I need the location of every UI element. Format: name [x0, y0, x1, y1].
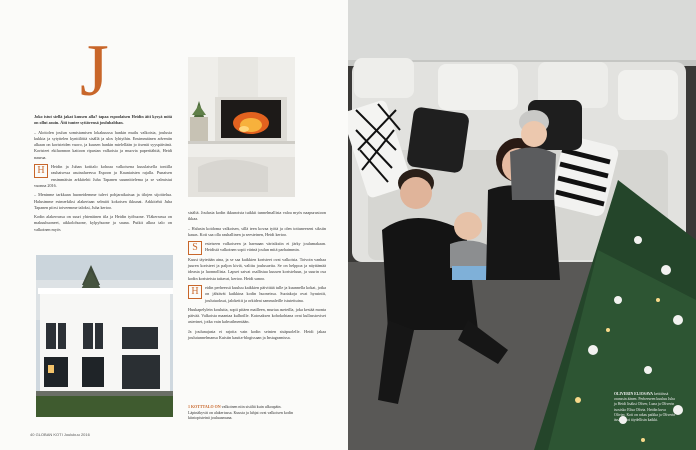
fireplace-illustration — [188, 57, 295, 197]
paragraph: – Halusin koidoma valkoisen, sillä teen kovaa työtä ja olen tottuneeseni siksiin kauas. Koti saa olla rauhallinen ja seesteinen, Heidi kertoo. — [188, 225, 326, 237]
paragraph: Kodin alakerrassa on suuri yhtenäinen tila ja Heidin työhuone. Yläkerrassa on makuuhuoneet, aikkolohuone, kylpyhuone ja sauna. Putkit alkoa talo on valkoinen myös — [34, 214, 172, 232]
photo-caption-right — [614, 392, 678, 423]
dropcap-letter: J — [80, 30, 109, 112]
paragraph: – Meninme tarkkaan huoneidemme tulevi pohjaratkaisua ja tilojen sijoittelua. Halusimme esimerkiksi alakertaan selmiöi kokoisen ikkunat. Arkkitehti Juha Tapanen piirsi toiveemme taloksi, Juha kertoo. — [34, 192, 172, 210]
article-lead: Joko istut siellä jakat kuusen alla? tapaa espoolaisen Heidin äiti kysyä mitä on ollut asuin. Äiti tuntee sytiävensä joulubabban. — [34, 114, 172, 126]
paragraph: S esteiseen valkoiseen ja harmaan värisiksiin ei järky joulumakaan. Heidistä valkoinen sopii värinä joulun mitä parhaimmin. — [188, 241, 326, 254]
page-number: 40 — [30, 432, 35, 437]
text-column-2 — [188, 210, 326, 344]
initial-s: S — [188, 241, 202, 255]
issue-date: Joulukuu 2016 — [63, 432, 90, 437]
magazine-name: GLOBAN KOTI — [35, 432, 63, 437]
caption-label: OLIVERIN ELIOSAVA — [614, 392, 654, 396]
paragraph: Huukapelylein koulutta, sopii pitäen mailleen, murtaa aseteilla, joka kestää monta päivää. Valkoista maantaa kulhoille. Katosaksen kohokohtana ovat kullasstoviset asterinet, jotka vain kahvailmentään. — [188, 306, 326, 325]
magazine-right-page — [348, 0, 696, 450]
text-column-1 — [34, 114, 172, 236]
caption-text: valkoinen niin sisältä kuin ulkoapäin. Läpinäkyvät on alakertassa. Kuusta ja lahjat ovat valkoisen kodin kiintopisteinä jouluaamuna. — [188, 404, 293, 421]
initial-h2: H — [188, 285, 202, 299]
house-illustration — [36, 255, 173, 417]
paragraph: H eidin perheessä kuuluu kaikkien päivittää tulle ja kuunnella kokat, jotka on jähtävät kaikkina kodin huoneissa. Suotakoja ovat hyasintit, joulutuoksut, jalokettit ja orkideat sammaleille istutettuina. — [188, 285, 326, 304]
fireplace-photo — [188, 57, 295, 197]
paragraph: H Heidin ja Juhan kotitalo kohoaa valkoisena kuuslaisella tontilla rauhaisessa asuinalueessa Espoon ja Kauniaisten rajalla. Punaisen ensimmäisin arkkitehti Juha Tapanen suunnittelema ja se valmistui vuonna 2016. — [34, 164, 172, 188]
photo-caption — [188, 404, 298, 421]
caption-label: KOTTTALO ON — [191, 404, 221, 409]
caption-number: 1 — [188, 404, 190, 409]
paragraph: Ja joulunajasta ei rajoita vain kodin seinien sisäpuolelle. Heidi jakaa joulutunnelmansa Kuistin kautta-blogissaan ja Instagramissa. — [188, 328, 326, 341]
house-exterior-photo — [36, 255, 173, 417]
paragraph: sisältä. Joulusia kodin ikkunoista tuikkii tunnelmallista valoa myös naapurustoon ikkaa. — [188, 210, 326, 222]
family-photo — [348, 0, 696, 450]
caption-text: keittiössä oranssin äänen. Perheeseen kuuluu Juha ja Heidi lisäksi Oliver, Luna ja Oliverin isosisko Elisa Olivia. Heidin kuva Olivier. Koti on rakas paikka ja Oliverin ässä on toi täydellisin kaikki. — [614, 392, 676, 423]
page-folio — [30, 432, 90, 437]
paragraph: Kuusi täytetään aina, ja se saa kaikkien koristeet ovat valkoisia. Toivoin vanhaa juuren koristeet ja paljon kiviä, valittu joulusaeita. Se on helppoa ja näyttämää ideasta ja luonnollista. Lapset saivat osallistua kuusen koristeluun, ja suurin osa kodin koristeista taitavat, kertoo. Heidi sanoo. — [188, 256, 326, 281]
paragraph: – Aloitolen joulun somistamisen lokakuussa hankin muilu valkoisia, joulusia kukkia ja sytyttelen kynttilöitä sisällä ja ulos lyhtyihin. Ensimmäinen adventin alkaan on koristeiden vuoro, ja kuusen hankin mielellään jo itsenäi syyspäivänä. Koristeet ekiluonnon kattoon ripustan valkoisia ja muovia paperitähtiä, Heidi naurua. — [34, 129, 172, 160]
initial-h: H — [34, 164, 48, 178]
